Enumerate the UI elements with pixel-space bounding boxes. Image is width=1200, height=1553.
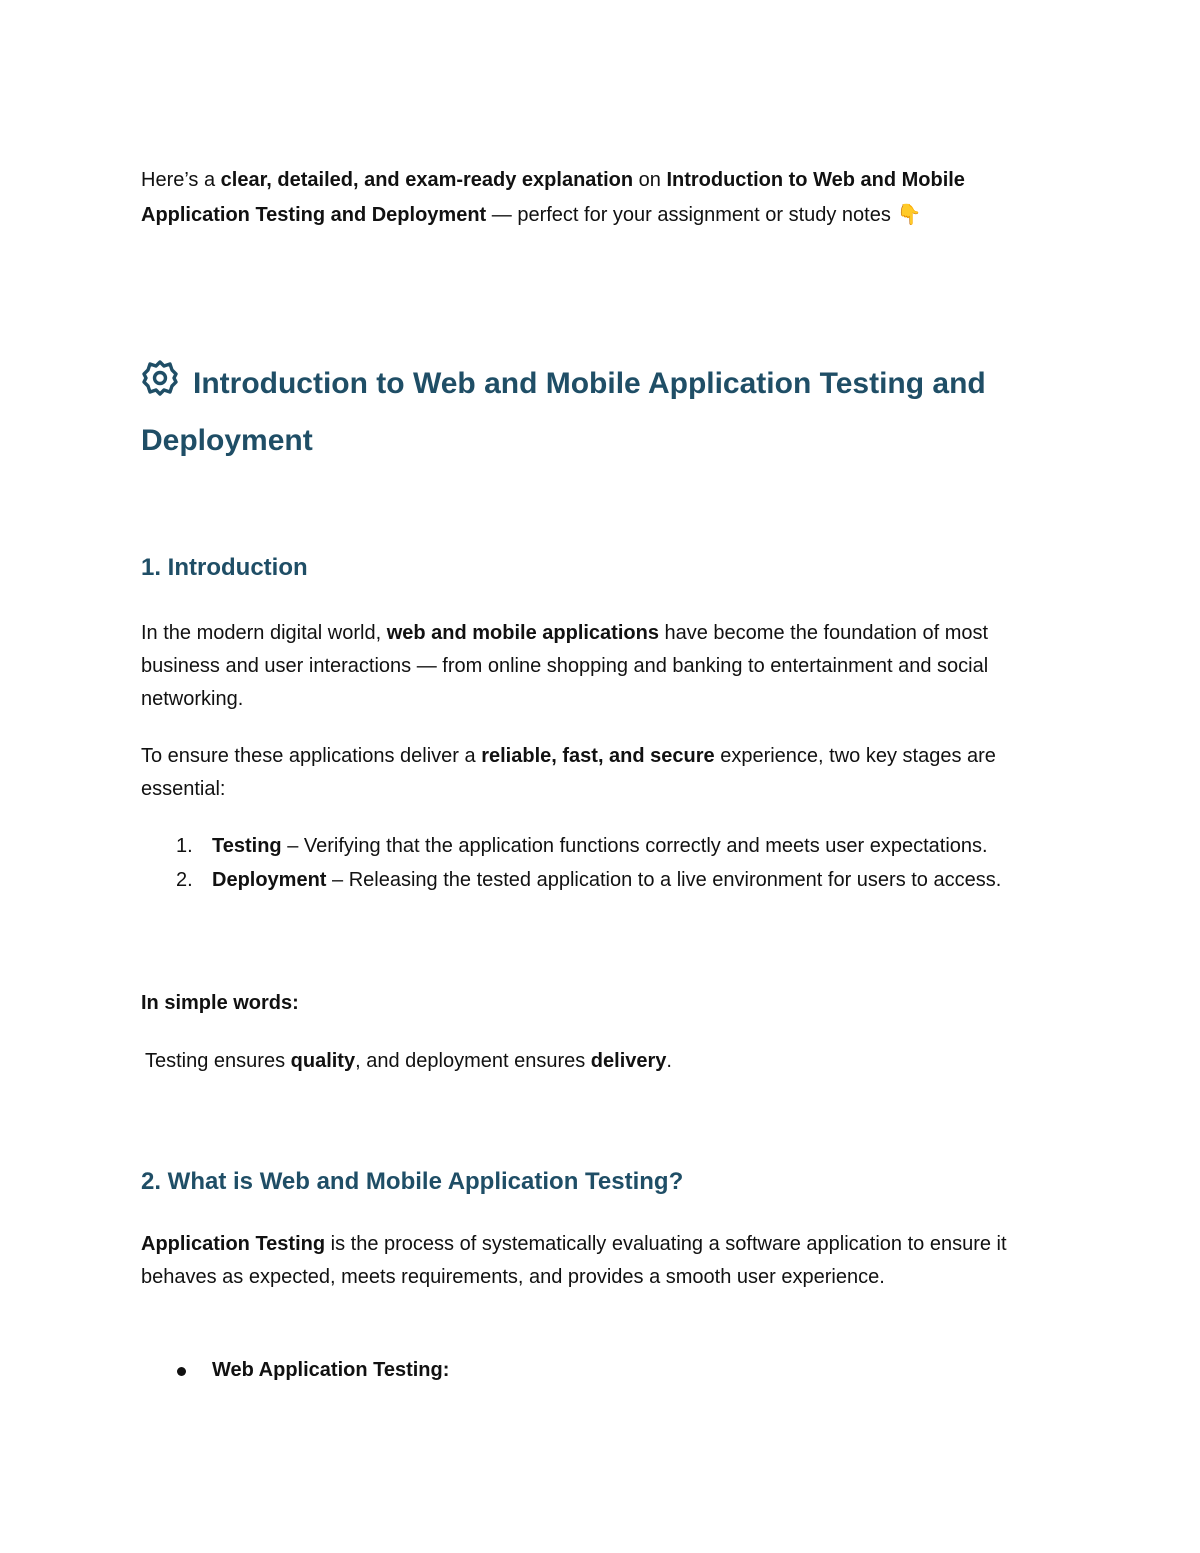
pointing-down-hand-icon: 👇 (896, 203, 922, 226)
list-term: Deployment (212, 869, 327, 891)
simple-bold-2: delivery (590, 1050, 667, 1072)
list-number: 2. (176, 869, 193, 891)
simple-bold-1: quality (290, 1050, 356, 1072)
simple-text-2: , and deployment ensures (355, 1050, 591, 1072)
stages-list (141, 830, 1021, 898)
intro-bold-2: Introduction to Web and Mobile Application Testing and Deployment (141, 169, 965, 226)
list-term: Testing (212, 835, 282, 857)
s1p1-text-1: In the modern digital world, (141, 622, 387, 644)
s1p1-text-2: have become the foundation of most business and user interactions — from online shopping and banking to entertainment and social networking. (141, 622, 989, 710)
s1p2-bold-1: reliable, fast, and secure (481, 745, 715, 767)
page-title (141, 357, 1066, 467)
list-item (141, 1354, 449, 1387)
gear-puzzle-icon (141, 359, 179, 414)
list-item (141, 864, 1021, 897)
section-2-paragraph-1 (141, 1228, 1046, 1294)
intro-bold-1: clear, detailed, and exam-ready explanation (220, 169, 634, 191)
s1p2-text-1: To ensure these applications deliver a (141, 745, 482, 767)
s1p2-text-2: experience, two key stages are essential: (141, 745, 996, 800)
bullet-icon (177, 1367, 186, 1376)
intro-text-1: Here’s a (141, 169, 221, 191)
intro-paragraph (141, 163, 1041, 232)
list-desc: – Verifying that the application functions correctly and meets user expectations. (281, 835, 988, 857)
intro-text-2: on (633, 169, 667, 191)
simple-words-label-text: In simple words: (141, 992, 299, 1014)
section-1-heading: 1. Introduction (141, 554, 308, 581)
bullet-label: Web Application Testing: (212, 1359, 450, 1381)
list-desc: – Releasing the tested application to a live environment for users to access. (326, 869, 1002, 891)
list-item (141, 830, 1021, 863)
section-1-paragraph-1 (141, 617, 1066, 716)
simple-text-3: . (666, 1050, 672, 1072)
list-number: 1. (176, 835, 193, 857)
testing-types-list (141, 1354, 449, 1387)
simple-text-1: Testing ensures (145, 1050, 291, 1072)
intro-text-3: — perfect for your assignment or study notes (486, 203, 891, 226)
s2p1-text-1: is the process of systematically evaluating a software application to ensure it behaves as expected, meets requirements, and provides a smooth user experience. (141, 1233, 1007, 1288)
section-2-heading: 2. What is Web and Mobile Application Testing? (141, 1168, 684, 1195)
section-1-paragraph-2 (141, 740, 1021, 806)
simple-words-sentence (145, 1045, 1070, 1078)
page-title-text: Introduction to Web and Mobile Application Testing and Deployment (141, 367, 986, 457)
simple-words-label (141, 987, 1066, 1020)
s1p1-bold-1: web and mobile applications (386, 622, 659, 644)
s2p1-bold-1: Application Testing (141, 1233, 326, 1255)
